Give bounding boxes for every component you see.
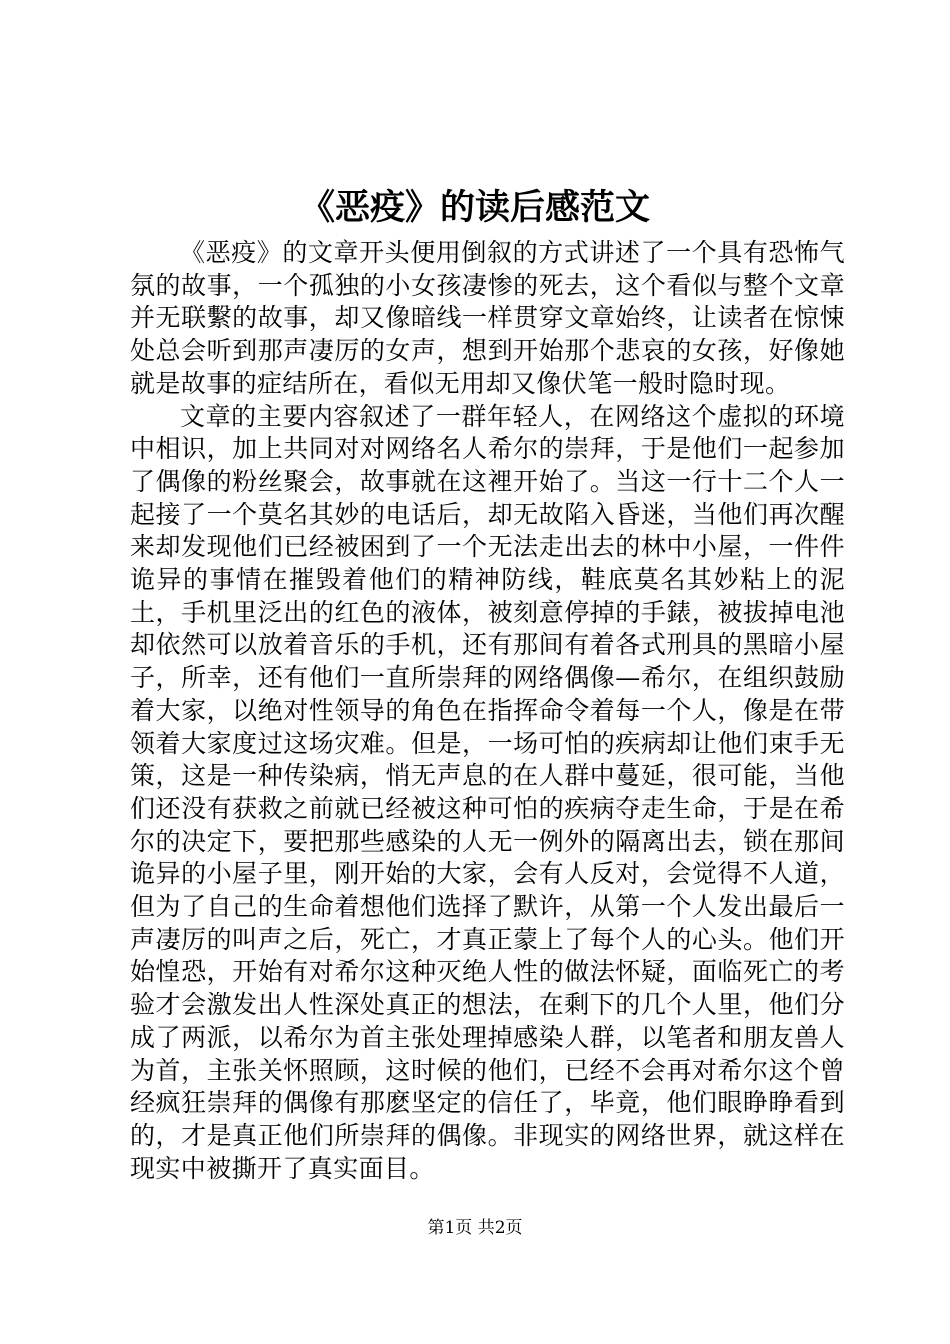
paragraph-1: 《恶疫》的文章开头便用倒叙的方式讲述了一个具有恐怖气氛的故事，一个孤独的小女孩凄惨的死去，这个看似与整个文章并无联繫的故事，却又像暗线一样贯穿文章始终，让读者在惊悚处总会听到那声凄厉的女声，想到开始那个悲哀的女孩，好像她就是故事的症结所在，看似无用却又像伏笔一般时隐时现。	[130, 238, 845, 398]
page-footer: 第1页 共2页	[427, 1218, 523, 1238]
document-body	[130, 237, 845, 1185]
document-title: 《恶疫》的读后感范文	[299, 187, 650, 228]
paragraph-2: 文章的主要内容叙述了一群年轻人，在网络这个虚拟的环境中相识，加上共同对对网络名人希尔的崇拜，于是他们一起参加了偶像的粉丝聚会，故事就在这裡开始了。当这一行十二个人一起接了一个莫名其妙的电话后，却无故陷入昏迷，当他们再次醒来却发现他们已经被困到了一个无法走出去的林中小屋，一件件诡异的事情在摧毁着他们的精神防线，鞋底莫名其妙粘上的泥土，手机里泛出的红色的液体，被刻意停掉的手錶，被拔掉电池却依然可以放着音乐的手机，还有那间有着各式刑具的黑暗小屋子，所幸，还有他们一直所崇拜的网络偶像—希尔，在组织鼓励着大家，以绝对性领导的角色在指挥命令着每一个人，像是在带领着大家度过这场灾难。但是，一场可怕的疾病却让他们束手无策，这是一种传染病，悄无声息的在人群中蔓延，很可能，当他们还没有获救之前就已经被这种可怕的疾病夺走生命，于是在希尔的决定下，要把那些感染的人无一例外的隔离出去，锁在那间诡异的小屋子里，刚开始的大家，会有人反对，会觉得不人道，但为了自己的生命着想他们选择了默许，从第一个人发出最后一声凄厉的叫声之后，死亡，才真正蒙上了每个人的心头。他们开始惶恐，开始有对希尔这种灭绝人性的做法怀疑，面临死亡的考验才会激发出人性深处真正的想法，在剩下的几个人里，他们分成了两派，以希尔为首主张处理掉感染人群，以笔者和朋友兽人为首，主张关怀照顾，这时候的他们，已经不会再对希尔这个曾经疯狂崇拜的偶像有那麽坚定的信任了，毕竟，他们眼睁睁看到的，才是真正他们所崇拜的偶像。非现实的网络世界，就这样在现实中被撕开了真实面目。	[130, 401, 845, 1183]
